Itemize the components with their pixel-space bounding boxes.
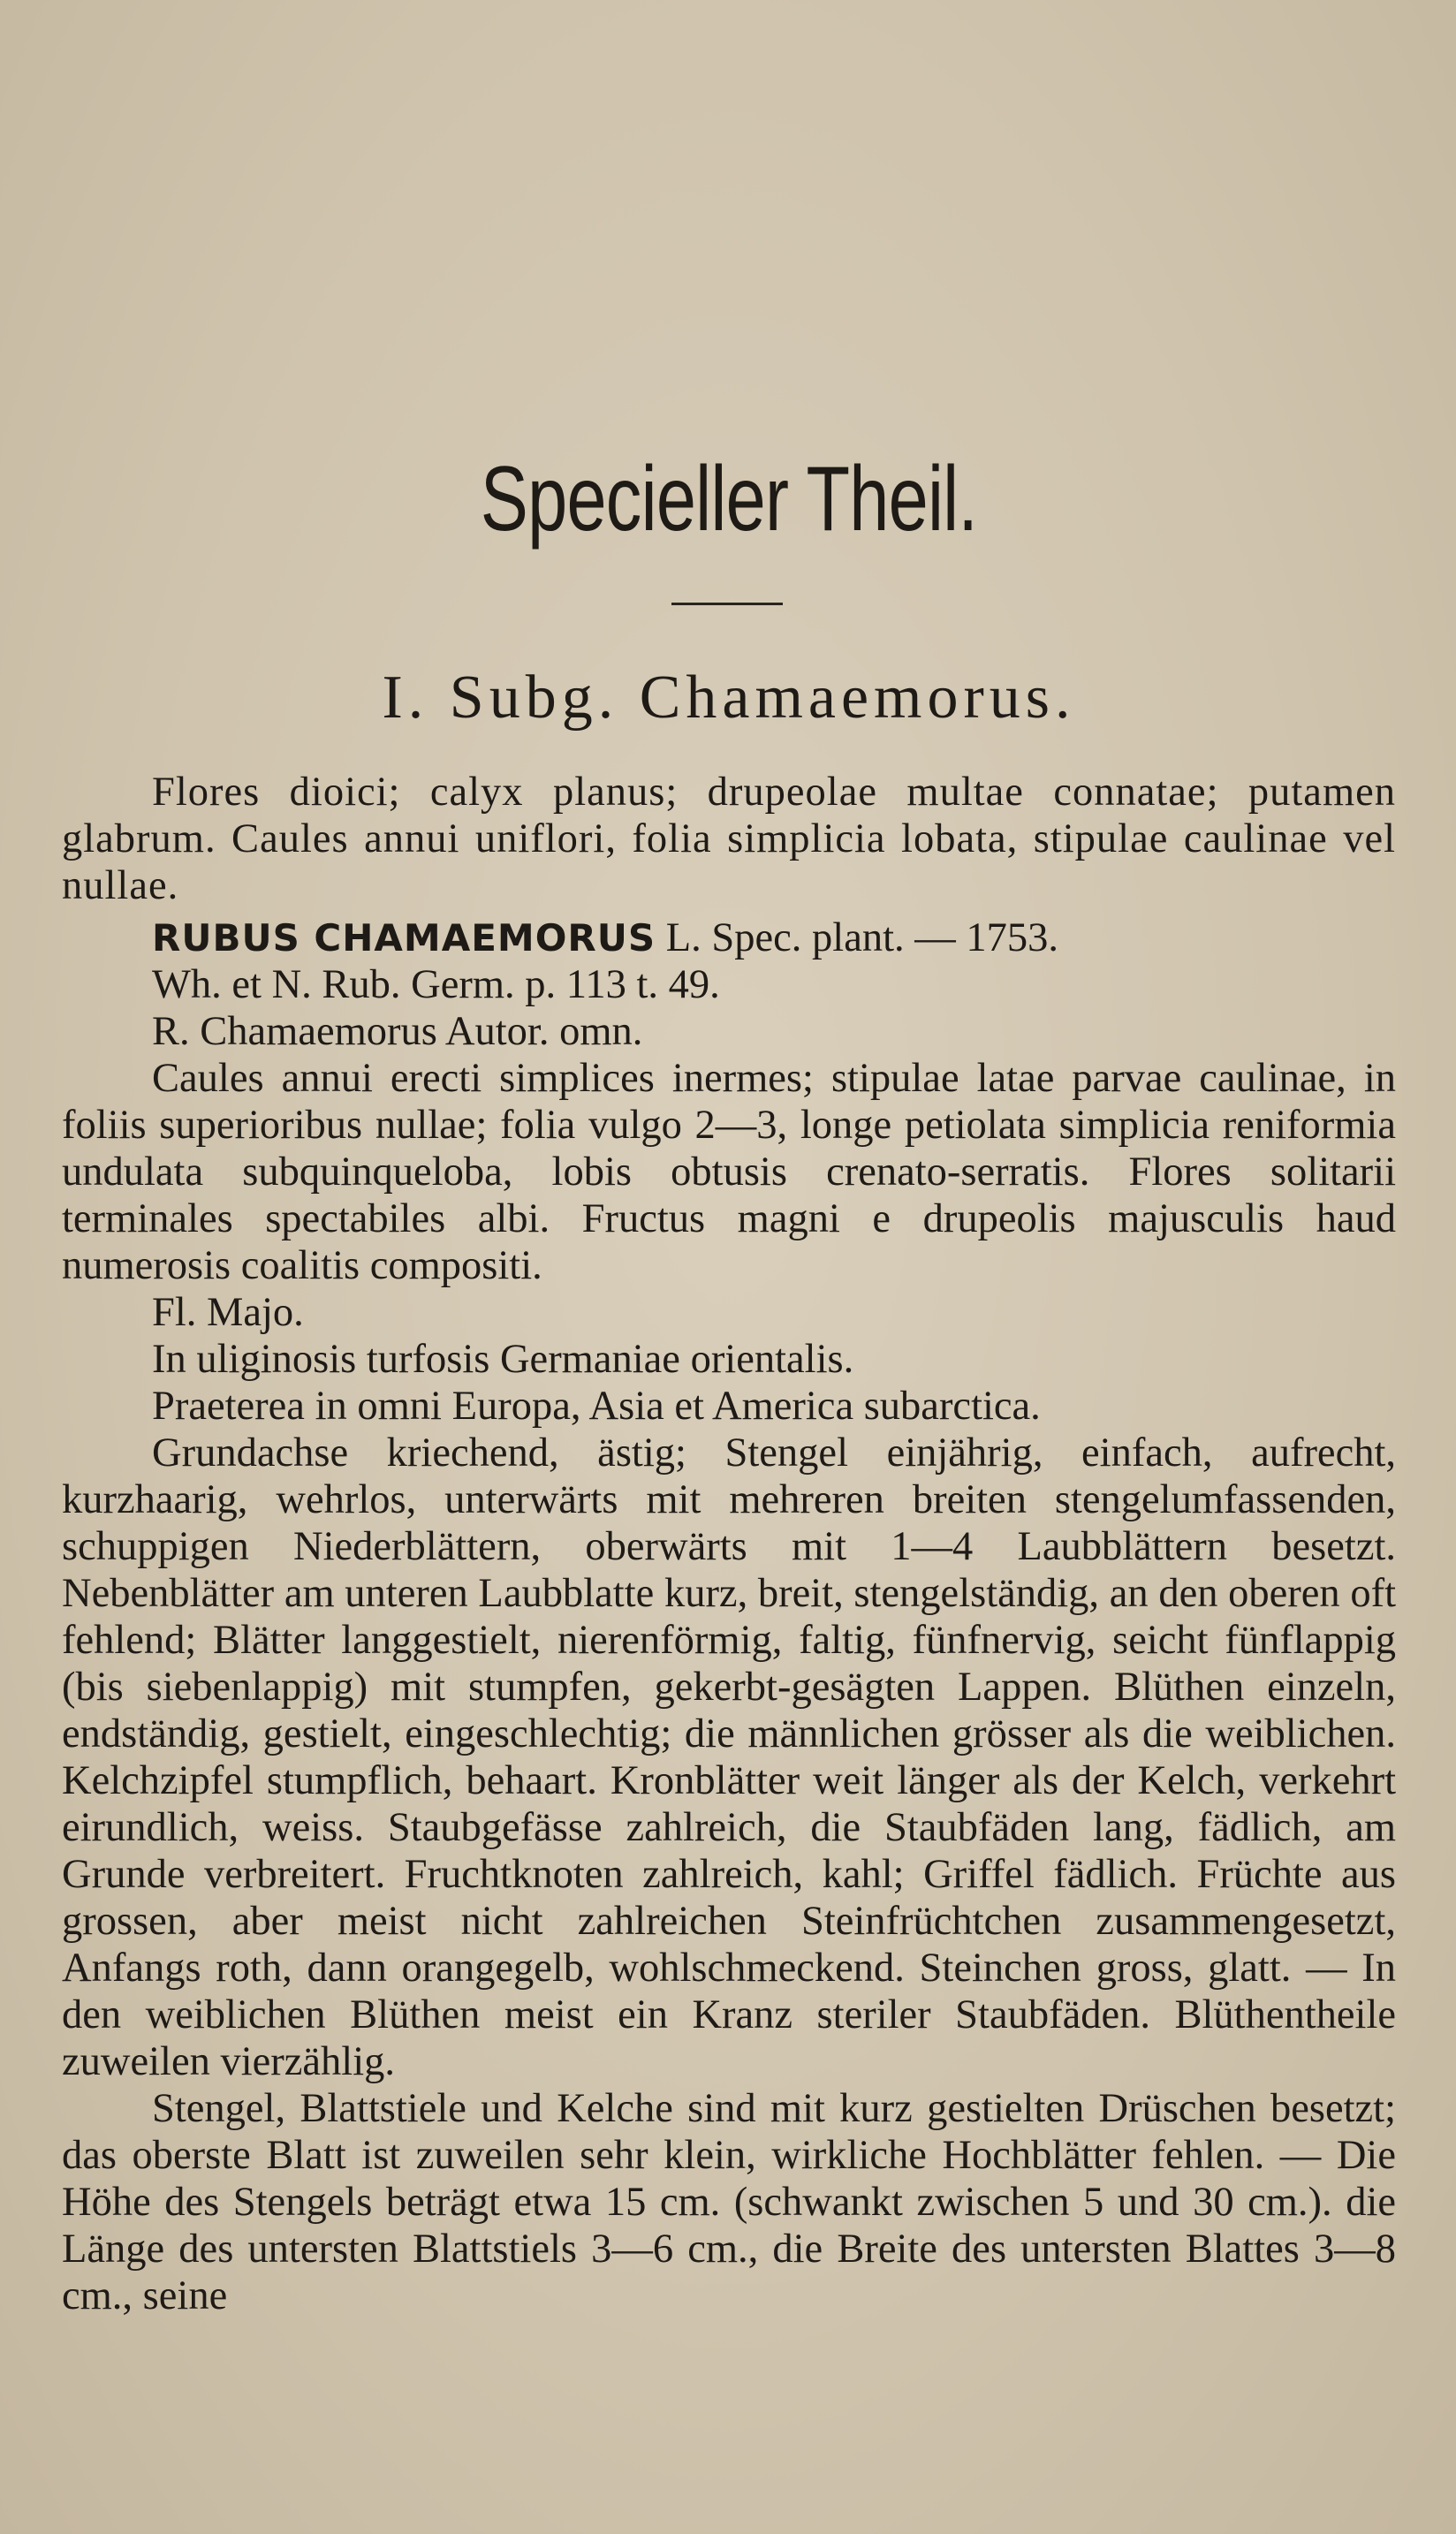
latin-description: Caules annui erecti simplices inermes; stipulae latae parvae caulinae, in foliis superioribus nullae; folia vulgo 2—3, longe petiolata simplicia reniformia undulata subquinqueloba, lobis obtusis crenato-serratis. Flores solitarii terminales spectabiles albi. Fructus magni e drupeolis majusculis haud numerosis coalitis compositi.: [62, 1056, 1396, 1288]
species-synonym: R. Chamaemorus Autor. omn.: [152, 1009, 643, 1054]
habitat: In uliginosis turfosis Germaniae orientalis.: [152, 1337, 854, 1382]
species-citation: L. Spec. plant. — 1753.: [656, 915, 1059, 960]
german-notes: Stengel, Blattstiele und Kelche sind mit kurz gestielten Drüschen besetzt; das oberste Blatt ist zuweilen sehr klein, wirkliche Hochblätter fehlen. — Die Höhe des Stengels beträgt etwa 15 cm. (schwankt zwischen 5 und 30 cm.). die Länge des untersten Blattstiels 3—6 cm., die Breite des untersten Blattes 3—8 cm., seine: [62, 2086, 1396, 2318]
distribution: Praeterea in omni Europa, Asia et America subarctica.: [152, 1384, 1041, 1429]
text-body: [62, 769, 1396, 2319]
document-page: [62, 0, 1396, 2534]
section-subtitle: I. Subg. Chamaemorus.: [382, 664, 1076, 732]
german-description: Grundachse kriechend, ästig; Stengel einjährig, einfach, aufrecht, kurzhaarig, wehrlos, unterwärts mit mehreren breiten stengelumfassenden, schuppigen Niederblättern, oberwärts mit 1—4 Laubblättern besetzt. Nebenblätter am unteren Laubblatte kurz, breit, stengelständig, an den oberen oft fehlend; Blätter langgestielt, nierenförmig, faltig, fünfnervig, seicht fünflappig (bis siebenlappig) mit stumpfen, gekerbt-gesägten Lappen. Blüthen einzeln, endständig, gestielt, eingeschlechtig; die männlichen grösser als die weiblichen. Kelchzipfel stumpflich, behaart. Kronblätter weit länger als der Kelch, verkehrt eirundlich, weiss. Staubgefässe zahlreich, die Staubfäden lang, fädlich, am Grunde verbreitert. Fruchtknoten zahlreich, kahl; Griffel fädlich. Früchte aus grossen, aber meist nicht zahlreichen Steinfrüchtchen zusammengesetzt, Anfangs roth, dann orangegelb, wohlschmeckend. Steinchen gross, glatt. — In den weiblichen Blüthen meist ein Kranz steriler Staubfäden. Blüthentheile zuweilen vierzählig.: [62, 1430, 1396, 2084]
flowering-time: Fl. Majo.: [152, 1290, 304, 1335]
species-reference: Wh. et N. Rub. Germ. p. 113 t. 49.: [152, 962, 720, 1007]
intro-paragraph: Flores dioici; calyx planus; drupeolae multae connatae; putamen glabrum. Caules annui uniflori, folia simplicia lobata, stipulae caulinae vel nullae.: [62, 770, 1396, 908]
species-name: RUBUS CHAMAEMORUS: [152, 916, 656, 960]
species-heading: [62, 914, 1396, 961]
title-divider: [671, 603, 783, 605]
page-title: Specieller Theil.: [480, 448, 978, 550]
